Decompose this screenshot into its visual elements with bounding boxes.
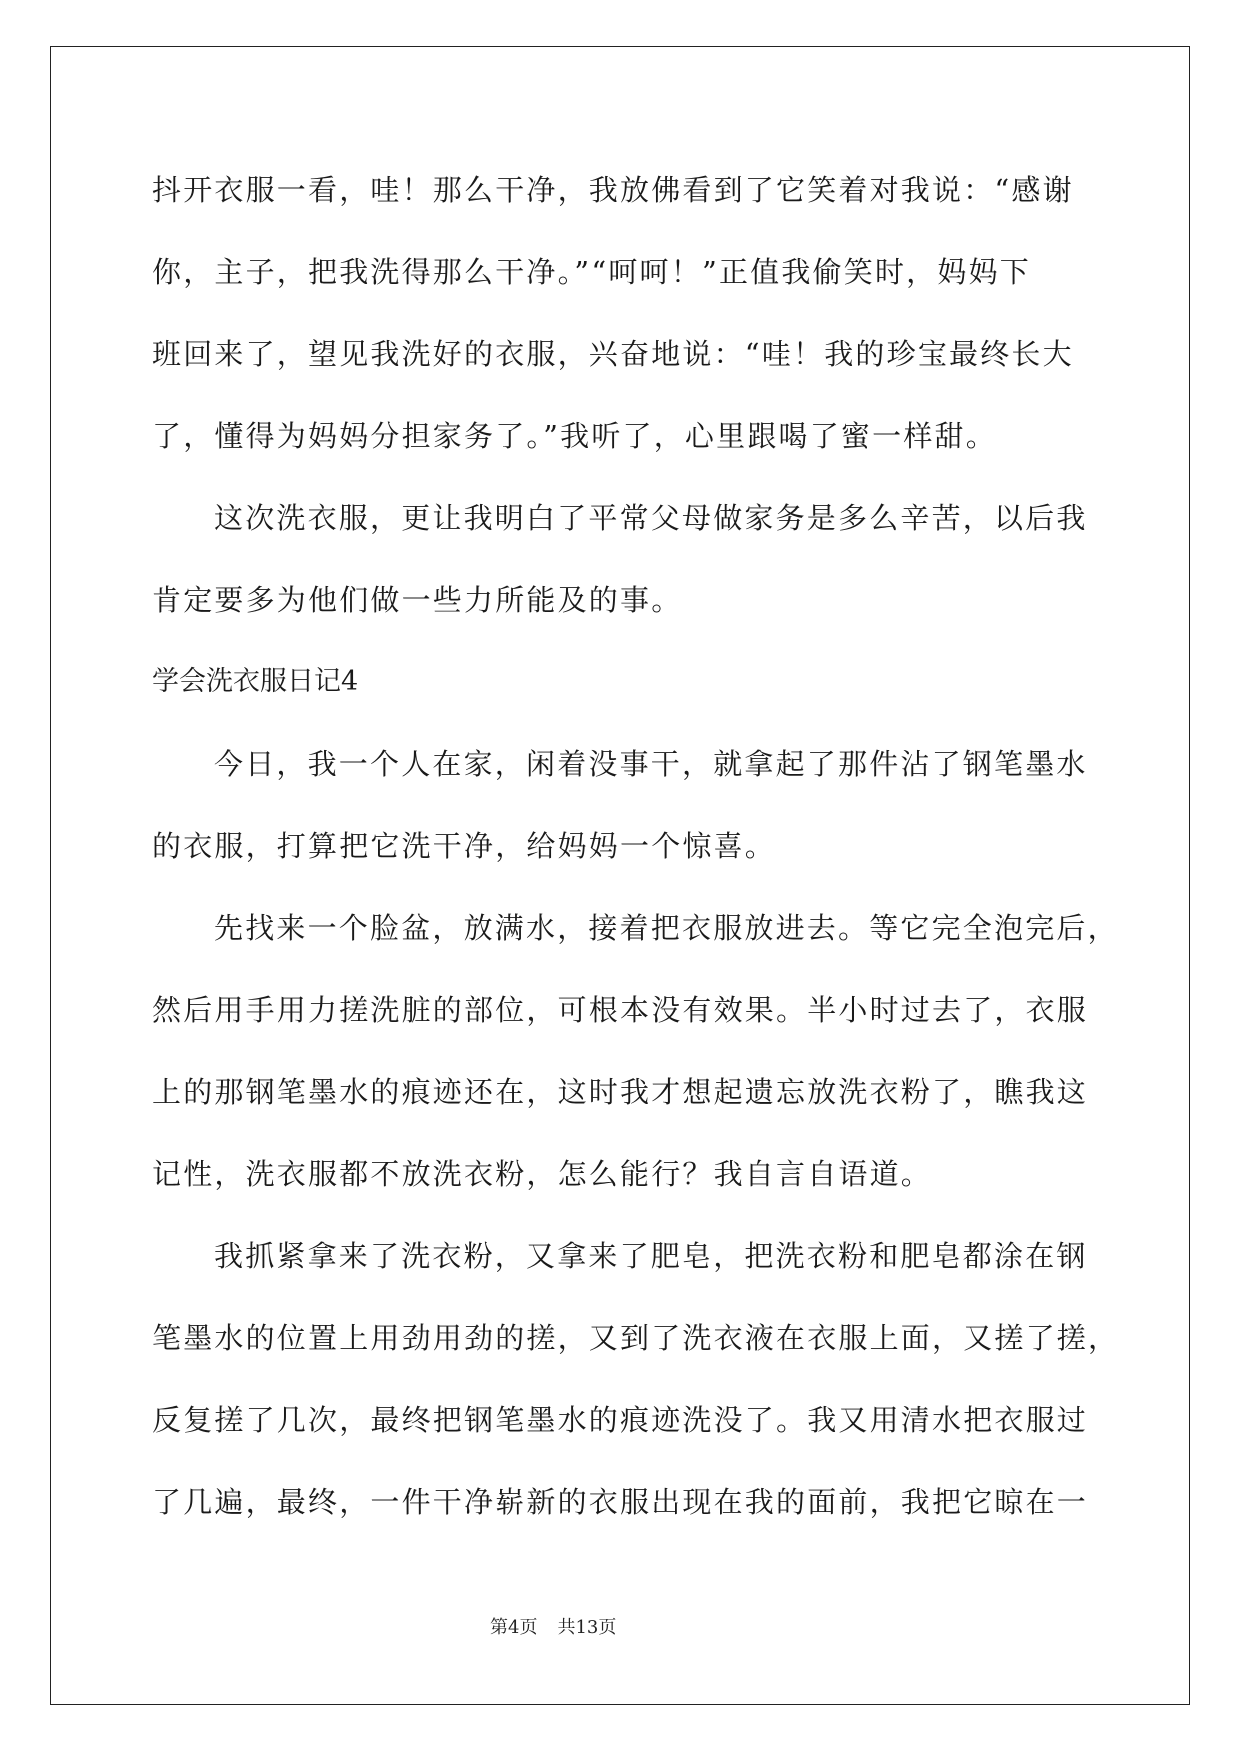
paragraph-line: 肯定要多为他们做一些力所能及的事。 [152, 583, 683, 617]
paragraph-line: 我抓紧拿来了洗衣粉，又拿来了肥皂，把洗衣粉和肥皂都涂在钢 [214, 1239, 1088, 1273]
paragraph-line: 先找来一个脸盆，放满水，接着把衣服放进去。等它完全泡完后， [214, 911, 1119, 945]
paragraph-line: 的衣服，打算把它洗干净，给妈妈一个惊喜。 [152, 829, 777, 863]
paragraph-line: 反复搓了几次，最终把钢笔墨水的痕迹洗没了。我又用清水把衣服过 [152, 1403, 1089, 1437]
paragraph-line: 上的那钢笔墨水的痕迹还在，这时我才想起遗忘放洗衣粉了，瞧我这 [152, 1075, 1089, 1109]
paragraph-line: 了几遍，最终，一件干净崭新的衣服出现在我的面前，我把它晾在一 [152, 1485, 1089, 1519]
paragraph-line: 抖开衣服一看，哇！那么干净，我放佛看到了它笑着对我说：“感谢 [152, 173, 1074, 207]
section-heading: 学会洗衣服日记4 [152, 666, 359, 697]
paragraph-line: 你，主子，把我洗得那么干净。”“呵呵！”正值我偷笑时，妈妈下 [152, 255, 1031, 289]
page-total: 共13页 [557, 1617, 617, 1638]
paragraph-line: 记性，洗衣服都不放洗衣粉，怎么能行？我自言自语道。 [152, 1157, 933, 1191]
paragraph-line: 然后用手用力搓洗脏的部位，可根本没有效果。半小时过去了，衣服 [152, 993, 1089, 1027]
paragraph-line: 今日，我一个人在家，闲着没事干，就拿起了那件沾了钢笔墨水 [214, 747, 1088, 781]
paragraph-line: 这次洗衣服，更让我明白了平常父母做家务是多么辛苦，以后我 [214, 501, 1088, 535]
page-number: 第4页 [490, 1617, 538, 1638]
document-body [152, 149, 1152, 1543]
paragraph-line: 了，懂得为妈妈分担家务了。”我听了，心里跟喝了蜜一样甜。 [152, 419, 997, 453]
page-footer [490, 1616, 616, 1640]
paragraph-line: 班回来了，望见我洗好的衣服，兴奋地说：“哇！我的珍宝最终长大 [152, 337, 1074, 371]
paragraph-line: 笔墨水的位置上用劲用劲的搓，又到了洗衣液在衣服上面，又搓了搓， [152, 1321, 1120, 1355]
